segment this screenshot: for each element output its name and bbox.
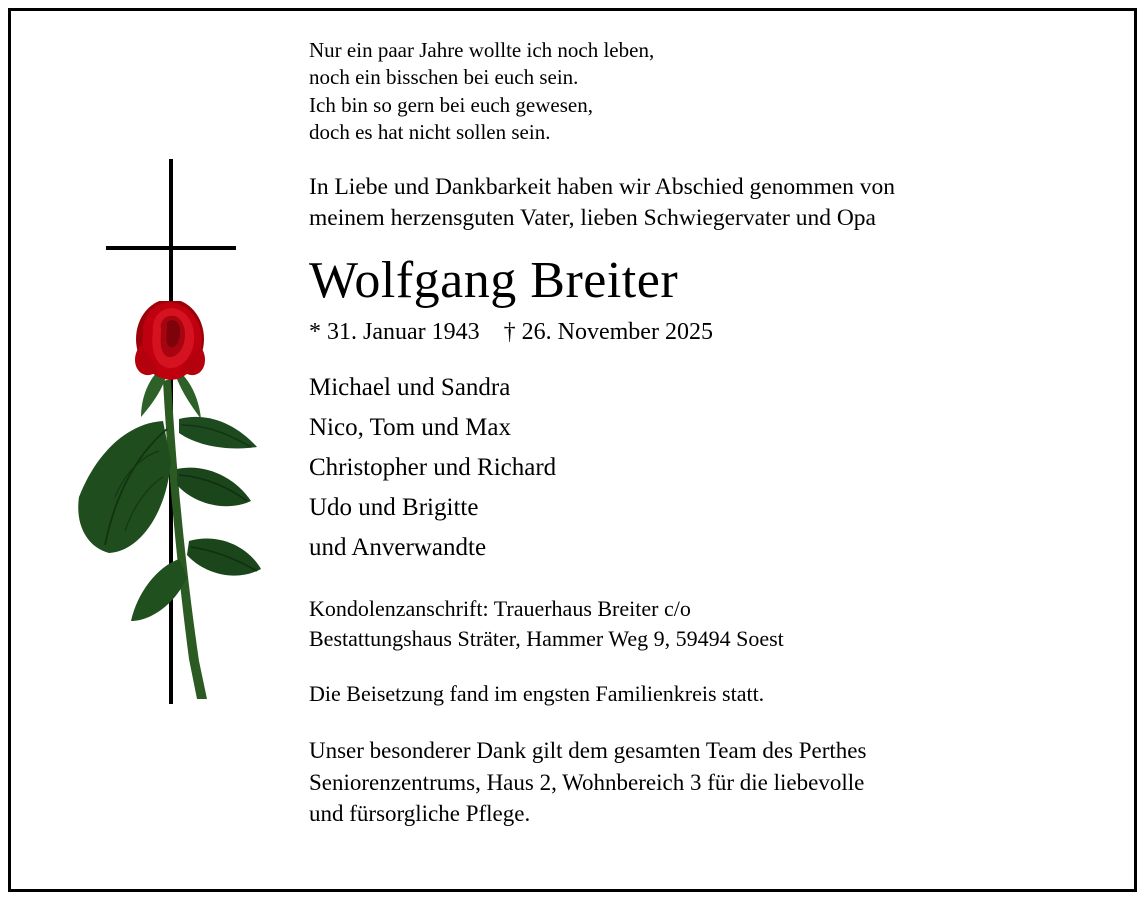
burial-note: Die Beisetzung fand im engsten Familienkreis statt. bbox=[309, 680, 765, 706]
card-inner bbox=[11, 11, 1134, 889]
cross-crossbar-icon bbox=[106, 246, 236, 250]
address-line: Kondolenzanschrift: Trauerhaus Breiter c/o bbox=[309, 595, 691, 621]
death-symbol: † bbox=[503, 318, 516, 345]
mourner-line: Udo und Brigitte bbox=[309, 493, 479, 521]
address-line: Bestattungshaus Sträter, Hammer Weg 9, 59494 Soest bbox=[309, 626, 784, 652]
thanks-line: Seniorenzentrums, Haus 2, Wohnbereich 3 für die liebevolle bbox=[309, 769, 865, 795]
emblem-group bbox=[71, 141, 271, 721]
deceased-name: Wolfgang Breiter bbox=[309, 252, 679, 310]
verse-line: noch ein bisschen bei euch sein. bbox=[309, 65, 579, 90]
mourner-line: Nico, Tom und Max bbox=[309, 413, 511, 441]
intro-line: meinem herzensguten Vater, lieben Schwiegervater und Opa bbox=[309, 205, 876, 232]
verse-line: doch es hat nicht sollen sein. bbox=[309, 119, 551, 144]
thanks-line: und fürsorgliche Pflege. bbox=[309, 801, 531, 827]
birth-date: 31. Januar 1943 bbox=[327, 318, 480, 345]
verse-block bbox=[309, 37, 1099, 146]
intro-line: In Liebe und Dankbarkeit haben wir Abschied genommen von bbox=[309, 174, 896, 201]
life-dates bbox=[309, 319, 1099, 346]
mourners-list bbox=[309, 368, 1099, 568]
thanks-line: Unser besonderer Dank gilt dem gesamten Team des Perthes bbox=[309, 737, 867, 763]
birth-symbol: * bbox=[309, 318, 321, 345]
mourner-line: Christopher und Richard bbox=[309, 453, 557, 481]
red-rose-icon bbox=[71, 301, 261, 701]
condolence-address bbox=[309, 594, 1099, 655]
intro-block bbox=[309, 172, 1099, 234]
death-date: 26. November 2025 bbox=[521, 318, 713, 345]
verse-line: Ich bin so gern bei euch gewesen, bbox=[309, 92, 593, 117]
verse-line: Nur ein paar Jahre wollte ich noch leben, bbox=[309, 38, 655, 62]
mourner-line: Michael und Sandra bbox=[309, 373, 511, 401]
notice-text-column bbox=[309, 37, 1099, 830]
mourner-line: und Anverwandte bbox=[309, 533, 487, 561]
thanks-block bbox=[309, 735, 1099, 830]
